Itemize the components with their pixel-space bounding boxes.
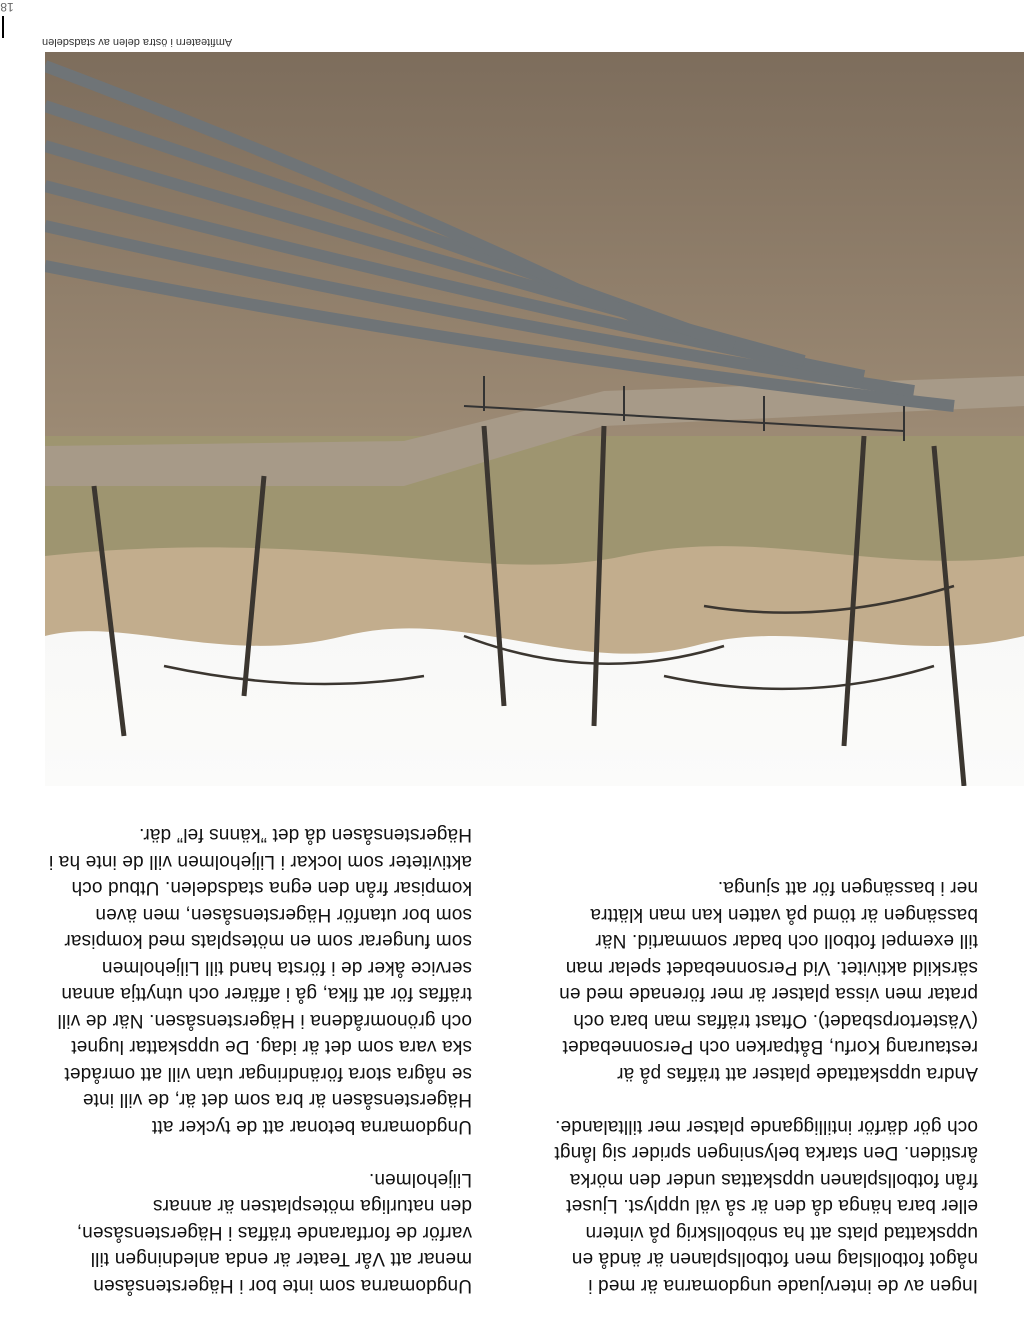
ground bbox=[45, 52, 1024, 436]
paragraph: Ungdomarna betonar att de tycker att Hägerstensåsen är bra som det är, de vill inte se några stora förändringar utan vill att området ska vara som det är idag. De uppskattar lugnet och grönområdena i Hägerstensåsen. När de vill träffas för att fika, gå i affärer och utnyttja annan service åker de i första hand till Liljeholmen som fungerar som en mötesplats med kompisar som bor utanför Hägerstensåsen, men även kompisar från den egna stadsdelen. Utbud och aktiviteter som lockar i Liljeholmen vill de inte ha i Hägerstensåsen då det ”känns fel” där. bbox=[48, 824, 472, 1137]
page-footer bbox=[0, 0, 1024, 38]
page-number: 18 bbox=[0, 0, 14, 14]
paragraph: Andra uppskattade platser att träffas på är restaurang Korfu, Båtparken och Personnebadet (Västertorpsbadet). Oftast träffas man bara och pratar men vissa platser är mer förenade med en särskild aktivitet. Vid Personnebadet spelar man till exempel fotboll och badar sommartid. När bassängen är tömd på vatten kan man klättra ner i bassängen för att sjunga. bbox=[559, 877, 978, 1084]
text-column-left bbox=[4, 795, 472, 1299]
amphitheater-photo bbox=[45, 52, 1024, 786]
paragraph: Ungdomarna som inte bor i Hägerstensåsen menar att Vår Teater är enda anledningen till varför de fortfarande träffas i Hägerstensåsen, den naturliga mötesplatsen är annars Liljeholmen. bbox=[76, 1169, 472, 1296]
paragraph: Ingen av de intervjuade ungdomarna är med i något fotbollslag men fotbollsplanen är ändå en uppskattad plats att ha snöbollskrig på vintern eller bara hänga då den är så väl upplyst. Ljuset från fotbollsplanen uppskattas under den mörka årstiden. Den starka belysningen sprider sig långt och gör därför intilliggande platser mer tilltalande. bbox=[554, 1116, 978, 1296]
photo-caption: Amfiteatern i östra delen av stadsdelen bbox=[42, 36, 233, 48]
text-column-right bbox=[510, 848, 978, 1299]
divider bbox=[2, 16, 4, 38]
